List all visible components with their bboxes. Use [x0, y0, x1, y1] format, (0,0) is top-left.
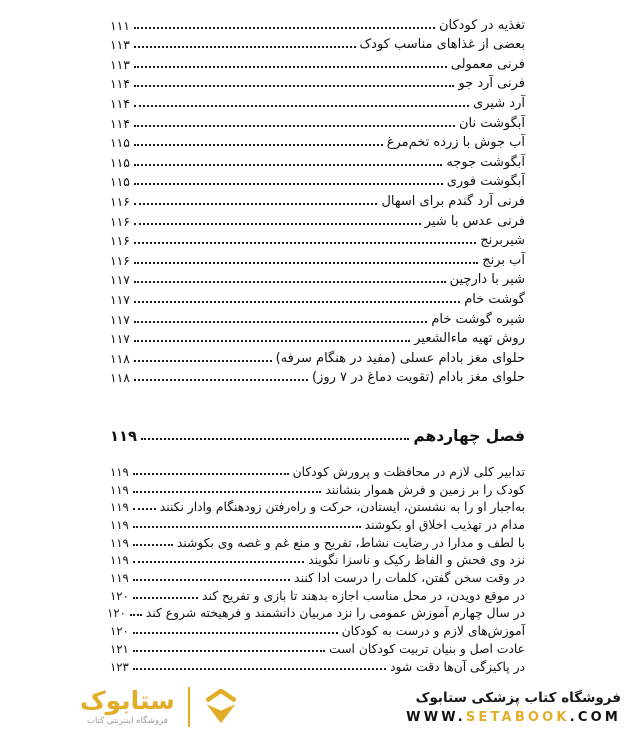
toc-entry-page: ۱۱۹: [110, 571, 129, 586]
toc-row: [110, 586, 525, 604]
toc-entry-title: آب برنج: [482, 252, 525, 268]
toc-entry-title: شیره گوشت خام: [431, 311, 525, 327]
toc-row: [110, 621, 525, 639]
toc-row: [110, 515, 525, 533]
dotted-leader: [130, 614, 142, 616]
toc-entry-page: ۱۱۳: [110, 38, 130, 53]
url-brand: SETABOOK: [465, 709, 570, 725]
url-prefix: WWW.: [406, 709, 466, 725]
toc-row: [110, 347, 525, 367]
dotted-leader: [133, 579, 290, 581]
toc-entry-page: ۱۱۴: [110, 96, 130, 111]
toc-entry-title: به‌اجبار او را به نشستن، ایستادن، حرکت و راه‌رفتن زودهنگام وادار نکنند: [159, 500, 525, 515]
dotted-leader: [134, 105, 469, 107]
toc-entry-title: شیر با دارچین: [449, 272, 525, 288]
toc-row: [110, 132, 525, 152]
dotted-leader: [133, 544, 173, 546]
toc-entry-title: در موقع دویدن، در محل مناسب اجازه بدهند تا بازی و تفریح کند: [202, 588, 525, 603]
dotted-leader: [134, 66, 447, 68]
toc-entry-title: گوشت خام: [464, 291, 525, 307]
toc-entry-page: ۱۱۹: [110, 518, 129, 533]
toc-entry-page: ۱۱۹: [110, 482, 129, 497]
toc-entry-title: آبگوشت نان: [458, 115, 525, 131]
toc-entry-page: ۱۱۷: [110, 292, 130, 307]
toc-entry-page: ۱۱۷: [110, 332, 130, 347]
toc-entry-page: ۱۱۹: [110, 500, 129, 515]
toc-entry-page: ۱۲۰: [107, 606, 126, 621]
toc-entry-title: آب جوش با زرده تخم‌مرغ: [386, 135, 525, 151]
toc-section-2: [107, 462, 525, 674]
toc-row: [110, 53, 525, 73]
toc-entry-title: نزد وی فحش و الفاظ رکیک و ناسزا نگویند: [308, 553, 525, 568]
dotted-leader: [133, 508, 156, 510]
toc-row: [110, 171, 525, 191]
logo-text-block: [80, 685, 175, 727]
toc-entry-page: ۱۱۸: [110, 351, 130, 366]
toc-row: [110, 367, 525, 387]
dotted-leader: [141, 438, 409, 440]
dotted-leader: [134, 379, 308, 381]
toc-entry-title: تغذیه در کودکان: [438, 17, 525, 33]
chapter-title: فصل چهاردهم: [413, 427, 525, 446]
toc-entry-title: روش تهیه ماءالشعیر: [414, 331, 525, 347]
toc-entry-title: فرنی آرد گندم برای اسهال: [381, 193, 525, 209]
toc-row: [110, 551, 525, 569]
dotted-leader: [133, 473, 289, 475]
chapter-page: ۱۱۹: [110, 428, 137, 446]
toc-entry-page: ۱۱۸: [110, 371, 130, 386]
toc-entry-title: آبگوشت جوجه: [446, 154, 525, 170]
toc-entry-title: تدابیر کلی لازم در محافظت و پرورش کودکان: [292, 464, 525, 479]
toc-row: [110, 533, 525, 551]
toc-row: [110, 34, 525, 54]
toc-row: [110, 308, 525, 328]
toc-entry-title: در پاکیزگی آن‌ها دقت شود: [390, 659, 525, 674]
dotted-leader: [134, 144, 383, 146]
toc-row: [110, 568, 525, 586]
dotted-leader: [133, 526, 361, 528]
dotted-leader: [134, 27, 435, 29]
toc-entry-page: ۱۱۵: [110, 155, 130, 170]
toc-entry-title: شیربرنج: [480, 233, 525, 249]
toc-row: [110, 462, 525, 480]
url-suffix: .COM: [569, 709, 621, 725]
toc-entry-title: فرنی عدس با شیر: [424, 213, 525, 229]
toc-entry-page: ۱۱۶: [110, 214, 130, 229]
dotted-leader: [134, 223, 421, 225]
toc-row: [110, 210, 525, 230]
dotted-leader: [134, 360, 272, 362]
toc-entry-title: آرد شیری: [473, 95, 525, 111]
toc-entry-title: کودک را بر زمین و فرش هموار بنشانند: [325, 482, 525, 497]
toc-entry-page: ۱۱۹: [110, 464, 129, 479]
toc-row: [110, 639, 525, 657]
toc-entry-page: ۱۱۹: [110, 553, 129, 568]
dotted-leader: [134, 281, 446, 283]
dotted-leader: [134, 85, 455, 87]
toc-entry-page: ۱۱۳: [110, 57, 130, 72]
toc-row: [110, 92, 525, 112]
toc-entry-title: مدام در تهذیب اخلاق او بکوشند: [364, 518, 525, 533]
toc-row: [110, 269, 525, 289]
toc-row: [110, 288, 525, 308]
toc-entry-page: ۱۱۵: [110, 136, 130, 151]
dotted-leader: [133, 491, 322, 493]
toc-entry-page: ۱۱۹: [110, 535, 129, 550]
toc-entry-page: ۱۱۶: [110, 194, 130, 209]
dotted-leader: [134, 164, 442, 166]
toc-row: [110, 480, 525, 498]
dotted-leader: [134, 125, 455, 127]
toc-row: [110, 151, 525, 171]
toc-entry-title: حلوای مغز بادام عسلی (مفید در هنگام سرفه): [275, 350, 525, 366]
footer-store-info: [406, 690, 621, 725]
website-url: [406, 710, 621, 725]
toc-entry-title: فرنی آرد جو: [458, 76, 525, 92]
toc-entry-title: با لطف و مدارا در رضایت نشاط، تفریح و منع غم و غصه وی بکوشند: [176, 535, 525, 550]
toc-entry-title: عادت اصل و بنیان تربیت کودکان است: [329, 641, 525, 656]
toc-entry-page: ۱۱۵: [110, 175, 130, 190]
toc-row: [110, 328, 525, 348]
toc-entry-title: آموزش‌های لازم و درست به کودکان: [341, 624, 525, 639]
toc-entry-page: ۱۱۷: [110, 273, 130, 288]
toc-entry-title: در وقت سخن گفتن، کلمات را درست ادا کنند: [294, 571, 525, 586]
toc-row: [110, 112, 525, 132]
toc-row: [110, 657, 525, 675]
toc-entry-title: فرنی معمولی: [450, 56, 525, 72]
toc-section-1: [110, 14, 525, 386]
chapter-heading-row: [110, 422, 525, 446]
dotted-leader: [134, 301, 460, 303]
toc-entry-page: ۱۲۳: [110, 659, 129, 674]
dotted-leader: [134, 242, 476, 244]
toc-row: [110, 249, 525, 269]
toc-entry-title: در سال چهارم آموزش عمومی را نزد مربیان دانشمند و فرهیخته شروع کند: [145, 606, 525, 621]
dotted-leader: [134, 203, 378, 205]
toc-row: [110, 230, 525, 250]
toc-entry-page: ۱۱۶: [110, 253, 130, 268]
dotted-leader: [134, 183, 443, 185]
toc-entry-page: ۱۲۰: [110, 588, 129, 603]
dotted-leader: [134, 262, 478, 264]
dotted-leader: [133, 597, 198, 599]
toc-row: [110, 190, 525, 210]
toc-row: [110, 73, 525, 93]
toc-row: [107, 604, 525, 622]
dotted-leader: [133, 632, 338, 634]
dotted-leader: [134, 46, 356, 48]
dotted-leader: [133, 650, 325, 652]
toc-entry-page: ۱۱۴: [110, 77, 130, 92]
toc-entry-title: آبگوشت فوری: [446, 174, 525, 190]
dotted-leader: [134, 340, 410, 342]
logo-divider: [188, 687, 190, 727]
toc-entry-page: ۱۱۱: [110, 18, 130, 33]
dotted-leader: [133, 561, 304, 563]
toc-entry-page: ۱۱۷: [110, 312, 130, 327]
logo-title: ستابوک: [80, 685, 175, 715]
dotted-leader: [133, 668, 386, 670]
toc-entry-page: ۱۱۴: [110, 116, 130, 131]
store-name: فروشگاه کتاب پزشکی ستابوک: [415, 689, 621, 706]
toc-row: [110, 498, 525, 516]
logo-subtitle: فروشگاه اینترنتی کتاب: [86, 716, 168, 727]
toc-entry-page: ۱۲۰: [110, 624, 129, 639]
toc-entry-page: ۱۱۶: [110, 234, 130, 249]
footer: [0, 675, 643, 745]
toc-row: [110, 14, 525, 34]
toc-entry-page: ۱۲۱: [110, 641, 129, 656]
setabook-logo: [80, 687, 239, 727]
dotted-leader: [134, 321, 427, 323]
toc-entry-title: بعضی از غذاهای مناسب کودک: [359, 37, 525, 53]
diamond-book-icon: [203, 689, 239, 725]
toc-entry-title: حلوای مغز بادام (تقویت دماغ در ۷ روز): [311, 370, 525, 386]
